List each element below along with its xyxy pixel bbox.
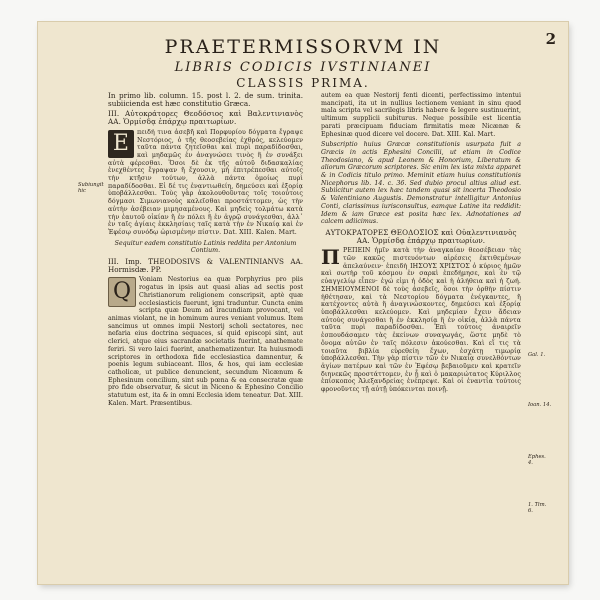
greek-rescript-body	[321, 247, 521, 393]
greek-rescript-heading: ΑΥΤΟΚΡΑΤΟΡΕΣ ΘΕΟΔΟΣΙΟΣ καὶ Οὐαλεντινιανὸς ΑΑ. Ὁρμίσδᾳ ἐπάρχῳ πραιτωρίων.	[325, 227, 517, 245]
margin-note-right-1: Gal. 1.	[528, 352, 546, 358]
book-page	[38, 22, 568, 584]
greek-constitution-body	[108, 129, 303, 237]
page-title: PRAETERMISSORVM IN	[164, 36, 442, 58]
margin-note-left: Subiungit hic	[78, 182, 104, 194]
page-subtitle: LIBRIS CODICIS IVSTINIANEI	[174, 60, 432, 75]
editorial-note: Subscriptio huius Græcæ constitutionis usurpata fuit a Græcis in actis Ephesini Concilii, ut etiam in Codice Theodosiano, & apud Leonem & Honorium, Liberatum & aliorum Græcorum scriptores. Sic enim lex ista mixta apparet & in Codicis titulo primo. Meminit etiam huius constitutionis Nicephorus lib. 14. c. 36. Sed dubio procul altius aliud est. Subiicitur autem lex hæc tandem quasi sit incerta Theodosio & Valentiniano Augustis. Demonstratur intelligitur Antonius Conti, clarissimus iurisconsultus, eamque Latine ita reddidit: Idem & iam Græce est posita hæc lex. Adnotationes ad calcem adiicimus.	[321, 141, 521, 226]
latin-continuation: autem ea quæ Nestorij fenti dicenti, perfectissimo intentui mancipati, ita ut in nullius lectionem veniant in sinu quod mala scripta vel sacrilegis libris habere & legere sustinuerint, ultimum supplicii subiturus. Neque possibile est licentia parati præcipuam fiduciam firmitatis meæ Nicænæ & Ephesinæ quod dicere vel docere. Dat. XIII. Kal. Mart.	[321, 92, 521, 138]
intro-text: In primo lib. column. 15. post l. 2. de sum. trinita. subiicienda est hæc constitutio Græca.	[108, 91, 303, 108]
classis-heading: CLASSIS PRIMA.	[236, 76, 370, 90]
margin-note-right-2: Ioan. 14.	[528, 402, 552, 408]
margin-note-right-3: Ephes. 4.	[528, 454, 546, 466]
greek-constitution-heading: III. Αὐτοκράτορες Θεοδόσιος καὶ Βαλεντινιανὸς ΑΑ. Ὁρμίσδᾳ ἐπάρχῳ πραιτωρίων.	[108, 109, 303, 127]
latin-constitution-text: Voniam Nestorius ea quæ Porphyrius pro piis rogatus in ipsis aut quasi alias ad sectis post Christianorum religionem conscripsit, aptè quæ ecclesiasticis fuerunt, igni traduntur. Cuncta enim scripta quæ Deum ad iracundiam provocant, vel animas violant, ne in hominum aures veniant volumus. Item sancimus ut omnes impii Nestorij scholi sectatores, nec nefaria eius doctrina sequaces, si quid episcopi sint, aut clerici, atque eius sacrandæ societatis fuerint, anathemate feriri. Si vero laici fuerint, anathematizentur. Ita huiusmodi scriptores in orthodoxa fide ecclesiastica damnentur, & poenis legum subiaceant. Illos, & hos, qui iam ecclesiæ catholicæ, ut publice denuncient, secundum Nicænum & Ephesinum concilium, sint sub pœna & ea consecratæ quæ pro fide observatur, & sicut in Niceno & Ephesino Concilio statutum est, ita & in omni Ecclesia idem teneatur. Dat. XIII. Kalen. Mart. Præsentibus.	[108, 276, 303, 407]
greek-constitution-text: πειδή τινα ἀσεβῆ καὶ Πορφυρίου δόγματα ἔγραψε Νεστόριος, ὁ τῆς θεοσεβείας ἐχθρός, κελεύομεν ταῦτα πάντα ζητεῖσθαι καὶ πυρὶ παραδίδοσθαι, καὶ μηδαμῶς ἐν ἀναγνώσει τινὸς ἢ ἐν συνάξει αὐτὰ φέρεσθαι. Ὅσοι δὲ ἐκ τῆς αὐτοῦ διδασκαλίας ἐνεχθέντες ἔγραψαν ἢ ἔχουσιν, μὴ ἐπιτρέπεσθαι αὐτοῖς τὴν κτῆσιν τούτων, ἀλλὰ πάντα ὁμοίως πυρὶ παραδίδοσθαι. Εἰ δέ τις ἐναντιωθείη, δημεύσει καὶ ἐξορίᾳ ὑποβάλλεσθαι. Τοὺς γὰρ ἀκολουθοῦντας τοῖς τοιούτοις δόγμασι Σιμωνιανοὺς καλεῖσθαι προστάττομεν, ὡς τὴν αὐτὴν ἀσέβειαν μιμησαμένους. Καὶ μηδεὶς τολμάτω κατὰ τὴν ἑαυτοῦ οἰκίαν ἢ ἐν πόλει ἢ ἐν ἀγρῷ συνάγεσθαι, ἀλλ᾽ ἐν ταῖς ἁγίαις ἐκκλησίαις ταῖς κατὰ τὴν ἐν Νικαίᾳ καὶ ἐν Ἐφέσῳ συνόδῳ ὡρισμένην πίστιν. Dat. XIII. Kalen. Mart.	[108, 128, 303, 236]
latin-constitution-heading: III. Imp. THEODOSIVS & VALENTINIANVS AA. Hormisdæ. PP.	[108, 257, 303, 274]
page-number: 2	[545, 30, 556, 48]
ornate-initial-q: Q	[108, 277, 136, 307]
ornate-initial-e: E	[108, 130, 134, 158]
left-column	[108, 92, 303, 410]
greek-initial-pi: Π	[321, 245, 340, 270]
margin-note-right-4: 1. Tim. 6.	[528, 502, 547, 514]
right-column	[321, 92, 521, 397]
latin-constitution-body	[108, 276, 303, 407]
greek-rescript-text: ΡΕΠΕΙΝ ἡμῖν κατὰ τὴν ἀναγκαίαν θεοσέβειαν τὰς τῶν κακῶς πιστευόντων αἱρέσεις ἐκτιθεμένων ἀπελαύνειν· ἐπειδὴ ΙΗΣΟΥΣ ΧΡΙΣΤΟΣ ὁ κύριος ἡμῶν καὶ σωτὴρ τοῦ κόσμου ἐν σαρκὶ ἐπεδήμησε, καὶ ἐν τῷ εὐαγγελίῳ εἶπεν· ἐγώ εἰμι ἡ ὁδὸς καὶ ἡ ἀλήθεια καὶ ἡ ζωή. ΣΗΜΕΙΟΥΜΕΝΟΙ δὲ τοὺς ἀσεβεῖς, ὅσοι τὴν ὀρθὴν πίστιν ἠθέτησαν, καὶ τὰ Νεστορίου δόγματα ἐνέγκαντες, ἢ κατέχοντες αὐτὰ ἢ ἀναγινώσκοντες, δημεύσει καὶ ἐξορίᾳ ὑποβάλλεσθαι κελεύομεν. Καὶ μηδεμίαν ἔχειν ἄδειαν αὐτοὺς συνάγεσθαι ἢ ἐν ἐκκλησίᾳ ἢ ἐν οἰκίᾳ, ἀλλὰ πάντα ταῦτα πυρὶ παραδίδοσθαι. Ἐπὶ τούτοις ἀναιρεῖν ἐσπουδάσαμεν τὰς ἐκείνων συναγωγάς, ὥστε μηδὲ τὸ ὄνομα αὐτῶν ἐν ταῖς πόλεσιν ἀκούεσθαι. Καὶ εἴ τις τὰ τοιαῦτα βιβλία εὑρεθείη ἔχων, ἐσχάτῃ τιμωρίᾳ ὑποβάλλεσθαι. Τὴν γὰρ πίστιν τῶν ἐν Νικαίᾳ συνελθόντων ἁγίων πατέρων καὶ τῶν ἐν Ἐφέσῳ βεβαιοῦμεν καὶ κρατεῖν διηνεκῶς προστάττομεν, ἐν ᾗ καὶ ὁ μακαριώτατος Κύριλλος ἐπίσκοπος Ἀλεξανδρείας ἐνέπρεψε. Καὶ οἱ ἐναντία τούτοις φρονοῦντες τῇ αὐτῇ ὑπόκεινται ποινῇ.	[321, 247, 521, 394]
latin-translation-heading: Sequitur eadem constitutio Latinis reddita per Antonium Contium.	[114, 239, 297, 255]
